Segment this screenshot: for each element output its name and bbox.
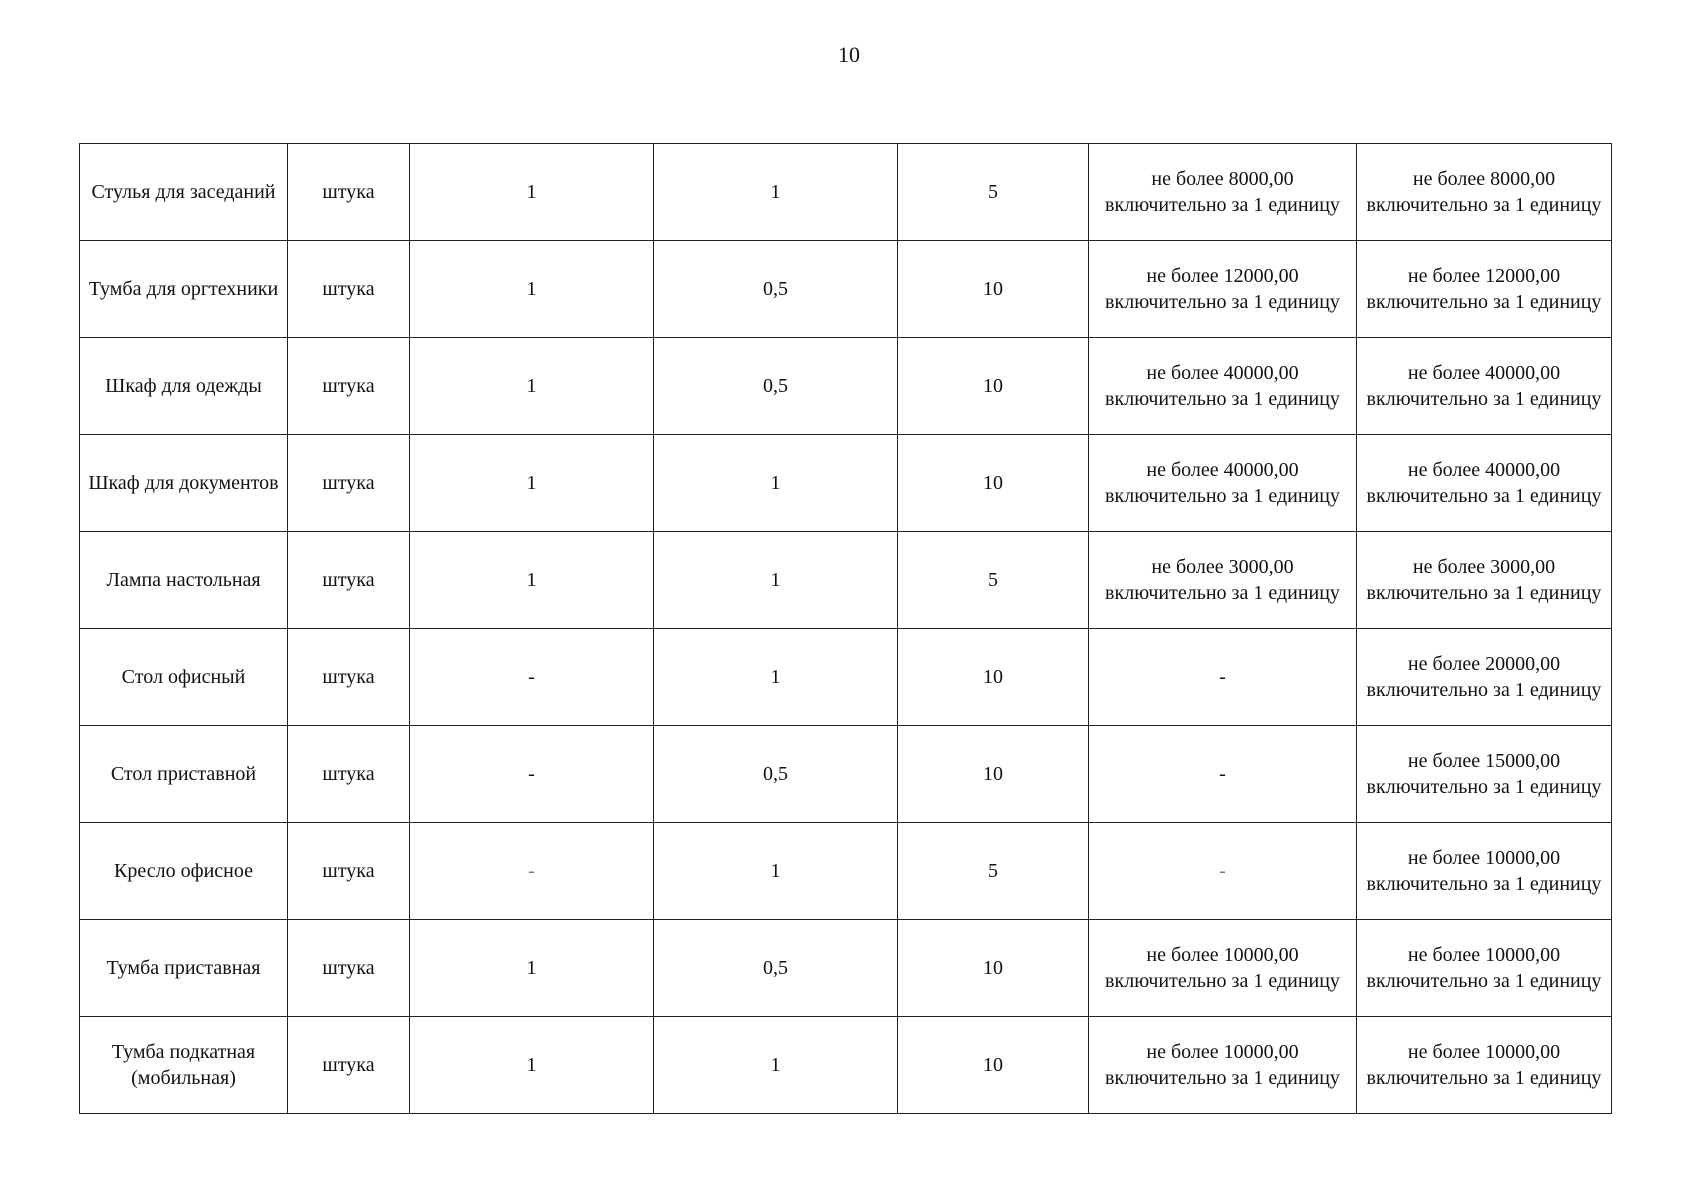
service-life-cell: 5 [898, 532, 1089, 629]
service-life-cell: 5 [898, 144, 1089, 241]
quantity-cell-a: 1 [410, 241, 654, 338]
price-cell-a: - [1089, 726, 1357, 823]
quantity-cell-b: 1 [654, 823, 898, 920]
price-cell-a: не более 12000,00 включительно за 1 единицу [1089, 241, 1357, 338]
table-row [80, 532, 1612, 629]
item-name-cell: Стулья для заседаний [80, 144, 288, 241]
service-life-cell: 5 [898, 823, 1089, 920]
table-row [80, 241, 1612, 338]
service-life-cell: 10 [898, 726, 1089, 823]
unit-cell: штука [288, 338, 410, 435]
price-cell-b: не более 10000,00 включительно за 1 единицу [1357, 823, 1612, 920]
service-life-cell: 10 [898, 629, 1089, 726]
furniture-norms-table [79, 143, 1612, 1114]
item-name-cell: Тумба приставная [80, 920, 288, 1017]
item-name-cell: Тумба подкатная (мобильная) [80, 1017, 288, 1114]
page-number: 10 [838, 42, 860, 67]
price-cell-a: не более 3000,00 включительно за 1 единицу [1089, 532, 1357, 629]
unit-cell: штука [288, 629, 410, 726]
quantity-cell-b: 0,5 [654, 338, 898, 435]
item-name-cell: Кресло офисное [80, 823, 288, 920]
price-cell-b: не более 10000,00 включительно за 1 единицу [1357, 920, 1612, 1017]
quantity-cell-b: 1 [654, 532, 898, 629]
price-cell-b: не более 8000,00 включительно за 1 единицу [1357, 144, 1612, 241]
table-row [80, 1017, 1612, 1114]
unit-cell: штука [288, 241, 410, 338]
quantity-cell-a: 1 [410, 1017, 654, 1114]
price-cell-b: не более 3000,00 включительно за 1 единицу [1357, 532, 1612, 629]
price-cell-b: не более 40000,00 включительно за 1 единицу [1357, 435, 1612, 532]
quantity-cell-a: 1 [410, 144, 654, 241]
unit-cell: штука [288, 144, 410, 241]
item-name-cell: Лампа настольная [80, 532, 288, 629]
service-life-cell: 10 [898, 1017, 1089, 1114]
price-cell-a: не более 40000,00 включительно за 1 единицу [1089, 338, 1357, 435]
service-life-cell: 10 [898, 435, 1089, 532]
quantity-cell-a: - [410, 823, 654, 920]
item-name-cell: Тумба для оргтехники [80, 241, 288, 338]
unit-cell: штука [288, 726, 410, 823]
service-life-cell: 10 [898, 241, 1089, 338]
item-name-cell: Стол офисный [80, 629, 288, 726]
unit-cell: штука [288, 823, 410, 920]
quantity-cell-a: 1 [410, 920, 654, 1017]
unit-cell: штука [288, 1017, 410, 1114]
price-cell-b: не более 40000,00 включительно за 1 единицу [1357, 338, 1612, 435]
table-row [80, 920, 1612, 1017]
price-cell-a: не более 8000,00 включительно за 1 единицу [1089, 144, 1357, 241]
quantity-cell-b: 1 [654, 629, 898, 726]
price-cell-b: не более 20000,00 включительно за 1 единицу [1357, 629, 1612, 726]
price-cell-a: не более 10000,00 включительно за 1 единицу [1089, 920, 1357, 1017]
table-row [80, 144, 1612, 241]
quantity-cell-a: 1 [410, 532, 654, 629]
quantity-cell-b: 1 [654, 435, 898, 532]
price-cell-b: не более 10000,00 включительно за 1 единицу [1357, 1017, 1612, 1114]
table-row [80, 338, 1612, 435]
item-name-cell: Шкаф для документов [80, 435, 288, 532]
price-cell-a: не более 40000,00 включительно за 1 единицу [1089, 435, 1357, 532]
quantity-cell-a: - [410, 726, 654, 823]
quantity-cell-b: 0,5 [654, 920, 898, 1017]
table-row [80, 823, 1612, 920]
quantity-cell-a: 1 [410, 338, 654, 435]
price-cell-a: - [1089, 629, 1357, 726]
unit-cell: штука [288, 920, 410, 1017]
table-row [80, 435, 1612, 532]
service-life-cell: 10 [898, 338, 1089, 435]
price-cell-b: не более 15000,00 включительно за 1 единицу [1357, 726, 1612, 823]
item-name-cell: Стол приставной [80, 726, 288, 823]
quantity-cell-a: 1 [410, 435, 654, 532]
price-cell-a: не более 10000,00 включительно за 1 единицу [1089, 1017, 1357, 1114]
quantity-cell-b: 1 [654, 1017, 898, 1114]
quantity-cell-b: 0,5 [654, 726, 898, 823]
quantity-cell-a: - [410, 629, 654, 726]
quantity-cell-b: 0,5 [654, 241, 898, 338]
table-row [80, 726, 1612, 823]
service-life-cell: 10 [898, 920, 1089, 1017]
unit-cell: штука [288, 532, 410, 629]
price-cell-a: - [1089, 823, 1357, 920]
unit-cell: штука [288, 435, 410, 532]
price-cell-b: не более 12000,00 включительно за 1 единицу [1357, 241, 1612, 338]
item-name-cell: Шкаф для одежды [80, 338, 288, 435]
table-row [80, 629, 1612, 726]
quantity-cell-b: 1 [654, 144, 898, 241]
